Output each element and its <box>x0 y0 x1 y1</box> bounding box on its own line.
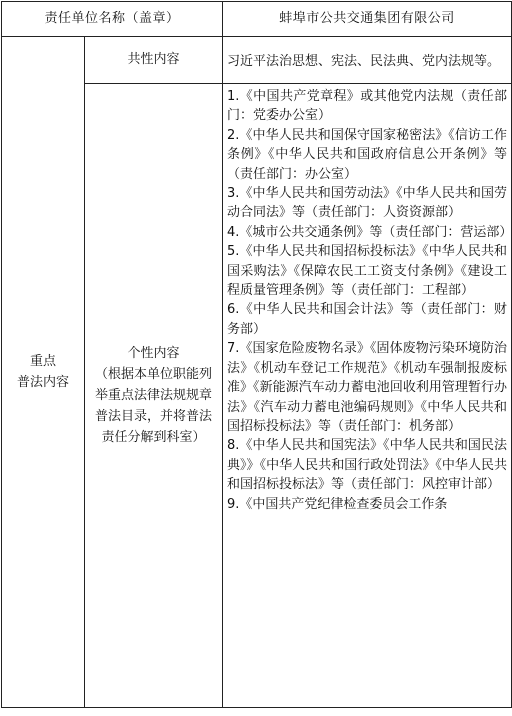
header-row <box>2 2 512 37</box>
law-item-9: 9.《中国共产党纪律检查委员会工作条 <box>227 496 448 512</box>
section-label-line1: 重点 <box>29 354 56 369</box>
law-item-6: 6.《中华人民共和国会计法》等（责任部门：财务部） <box>227 302 508 337</box>
law-item-2: 2.《中华人民共和国保守国家秘密法》《信访工作条例》《中华人民共和国政府信息公开条例》等（责任部门：办公室） <box>227 127 508 182</box>
law-item-8: 8.《中华人民共和国宪法》《中华人民共和国民法典》》《中华人民共和国行政处罚法》《中华人民共和国招标投标法》等（责任部门：风控审计部） <box>227 438 508 493</box>
common-row <box>2 37 512 84</box>
section-label-line2: 普法内容 <box>16 375 69 390</box>
header-unit-name: 蚌埠市公共交通集团有限公司 <box>223 2 512 37</box>
section-label <box>2 37 85 708</box>
plan-table <box>1 1 512 708</box>
law-item-7: 7.《国家危险废物名录》《固体废物污染环境防治法》《机动车登记工作规范》《机动车强制报废标准》《新能源汽车动力蓄电池回收利用管理暂行办法》《汽车动力蓄电池编码规则》《中华人民共和国招标投标法》等（责任部门：机务部） <box>227 341 508 434</box>
law-item-3: 3.《中华人民共和国劳动法》《中华人民共和国劳动合同法》等（责任部门：人资资源部） <box>227 186 508 221</box>
individual-content <box>223 84 512 708</box>
common-label: 共性内容 <box>85 37 223 84</box>
individual-label <box>85 84 223 708</box>
law-item-5: 5.《中华人民共和国招标投标法》《中华人民共和国采购法》《保障农民工工资支付条例》《建设工程质量管理条例》等（责任部门：工程部） <box>227 244 508 299</box>
law-item-1: 1.《中国共产党章程》或其他党内法规（责任部门：党委办公室） <box>227 89 508 124</box>
law-item-4: 4.《城市公共交通条例》等（责任部门：营运部） <box>227 224 512 240</box>
individual-label-title: 个性内容 <box>127 346 180 361</box>
individual-label-note: （根据本单位职能列举重点法律法规规章普法目录，并将普法责任分解到科室） <box>95 367 213 445</box>
common-content: 习近平法治思想、宪法、民法典、党内法规等。 <box>223 37 512 84</box>
header-unit-label: 责任单位名称（盖章） <box>2 2 223 37</box>
